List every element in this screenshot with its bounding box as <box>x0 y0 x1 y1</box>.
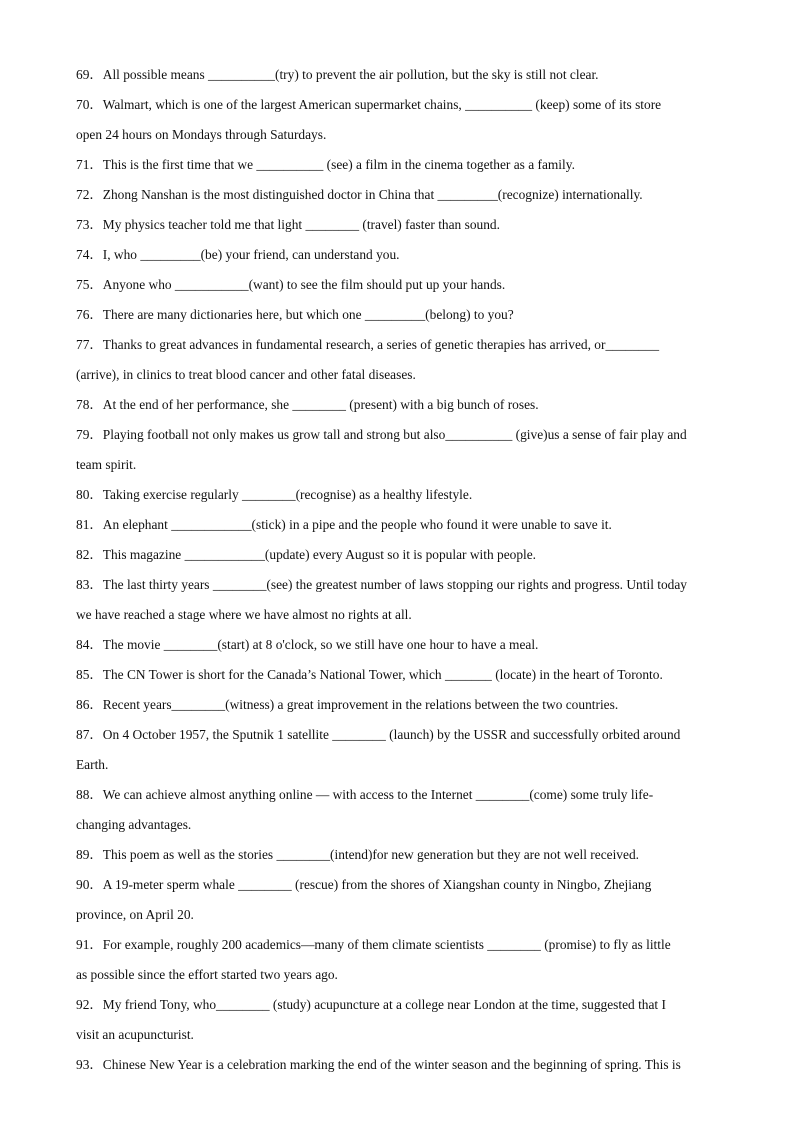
question-88-cont: changing advantages. <box>76 817 192 832</box>
question-93: 93．Chinese New Year is a celebration marking the end of the winter season and the beginning of spring. This is <box>76 1057 681 1072</box>
question-74: 74．I, who _________(be) your friend, can understand you. <box>76 247 400 262</box>
question-89: 89．This poem as well as the stories ________(intend)for new generation but they are not well received. <box>76 847 639 862</box>
question-88: 88．We can achieve almost anything online — with access to the Internet ________(come) some truly life- <box>76 787 654 802</box>
question-92-cont: visit an acupuncturist. <box>76 1027 194 1042</box>
question-78: 78．At the end of her performance, she ________ (present) with a big bunch of roses. <box>76 397 539 412</box>
question-80: 80．Taking exercise regularly ________(recognise) as a healthy lifestyle. <box>76 487 473 502</box>
question-83-cont: we have reached a stage where we have almost no rights at all. <box>76 607 412 622</box>
question-91-cont: as possible since the effort started two years ago. <box>76 967 338 982</box>
question-70: 70．Walmart, which is one of the largest American supermarket chains, __________ (keep) some of its store <box>76 97 662 112</box>
question-87-cont: Earth. <box>76 757 109 772</box>
question-82: 82．This magazine ____________(update) every August so it is popular with people. <box>76 547 537 562</box>
question-87: 87．On 4 October 1957, the Sputnik 1 satellite ________ (launch) by the USSR and successfully orbited around <box>76 727 681 742</box>
question-83: 83．The last thirty years ________(see) the greatest number of laws stopping our rights and progress. Until today <box>76 577 688 592</box>
question-72: 72．Zhong Nanshan is the most distinguished doctor in China that _________(recognize) internationally. <box>76 187 643 202</box>
question-90: 90．A 19-meter sperm whale ________ (rescue) from the shores of Xiangshan county in Ningbo, Zhejiang <box>76 877 652 892</box>
question-76: 76．There are many dictionaries here, but which one _________(belong) to you? <box>76 307 514 322</box>
question-69: 69．All possible means __________(try) to prevent the air pollution, but the sky is still not clear. <box>76 67 599 82</box>
question-91: 91．For example, roughly 200 academics—many of them climate scientists ________ (promise) to fly as little <box>76 937 671 952</box>
question-77: 77．Thanks to great advances in fundamental research, a series of genetic therapies has arrived, or________ <box>76 337 660 352</box>
question-85: 85．The CN Tower is short for the Canada’s National Tower, which _______ (locate) in the heart of Toronto. <box>76 667 663 682</box>
question-86: 86．Recent years________(witness) a great improvement in the relations between the two countries. <box>76 697 619 712</box>
question-90-cont: province, on April 20. <box>76 907 194 922</box>
question-77-cont: (arrive), in clinics to treat blood cancer and other fatal diseases. <box>76 367 416 382</box>
question-92: 92．My friend Tony, who________ (study) acupuncture at a college near London at the time, suggested that I <box>76 997 666 1012</box>
question-75: 75．Anyone who ___________(want) to see the film should put up your hands. <box>76 277 506 292</box>
question-70-cont: open 24 hours on Mondays through Saturdays. <box>76 127 327 142</box>
question-73: 73．My physics teacher told me that light ________ (travel) faster than sound. <box>76 217 500 232</box>
question-71: 71．This is the first time that we __________ (see) a film in the cinema together as a family. <box>76 157 575 172</box>
question-84: 84．The movie ________(start) at 8 o'clock, so we still have one hour to have a meal. <box>76 637 539 652</box>
question-81: 81．An elephant ____________(stick) in a pipe and the people who found it were unable to save it. <box>76 517 612 532</box>
question-79: 79．Playing football not only makes us grow tall and strong but also__________ (give)us a sense of fair play and <box>76 427 687 442</box>
question-79-cont: team spirit. <box>76 457 137 472</box>
